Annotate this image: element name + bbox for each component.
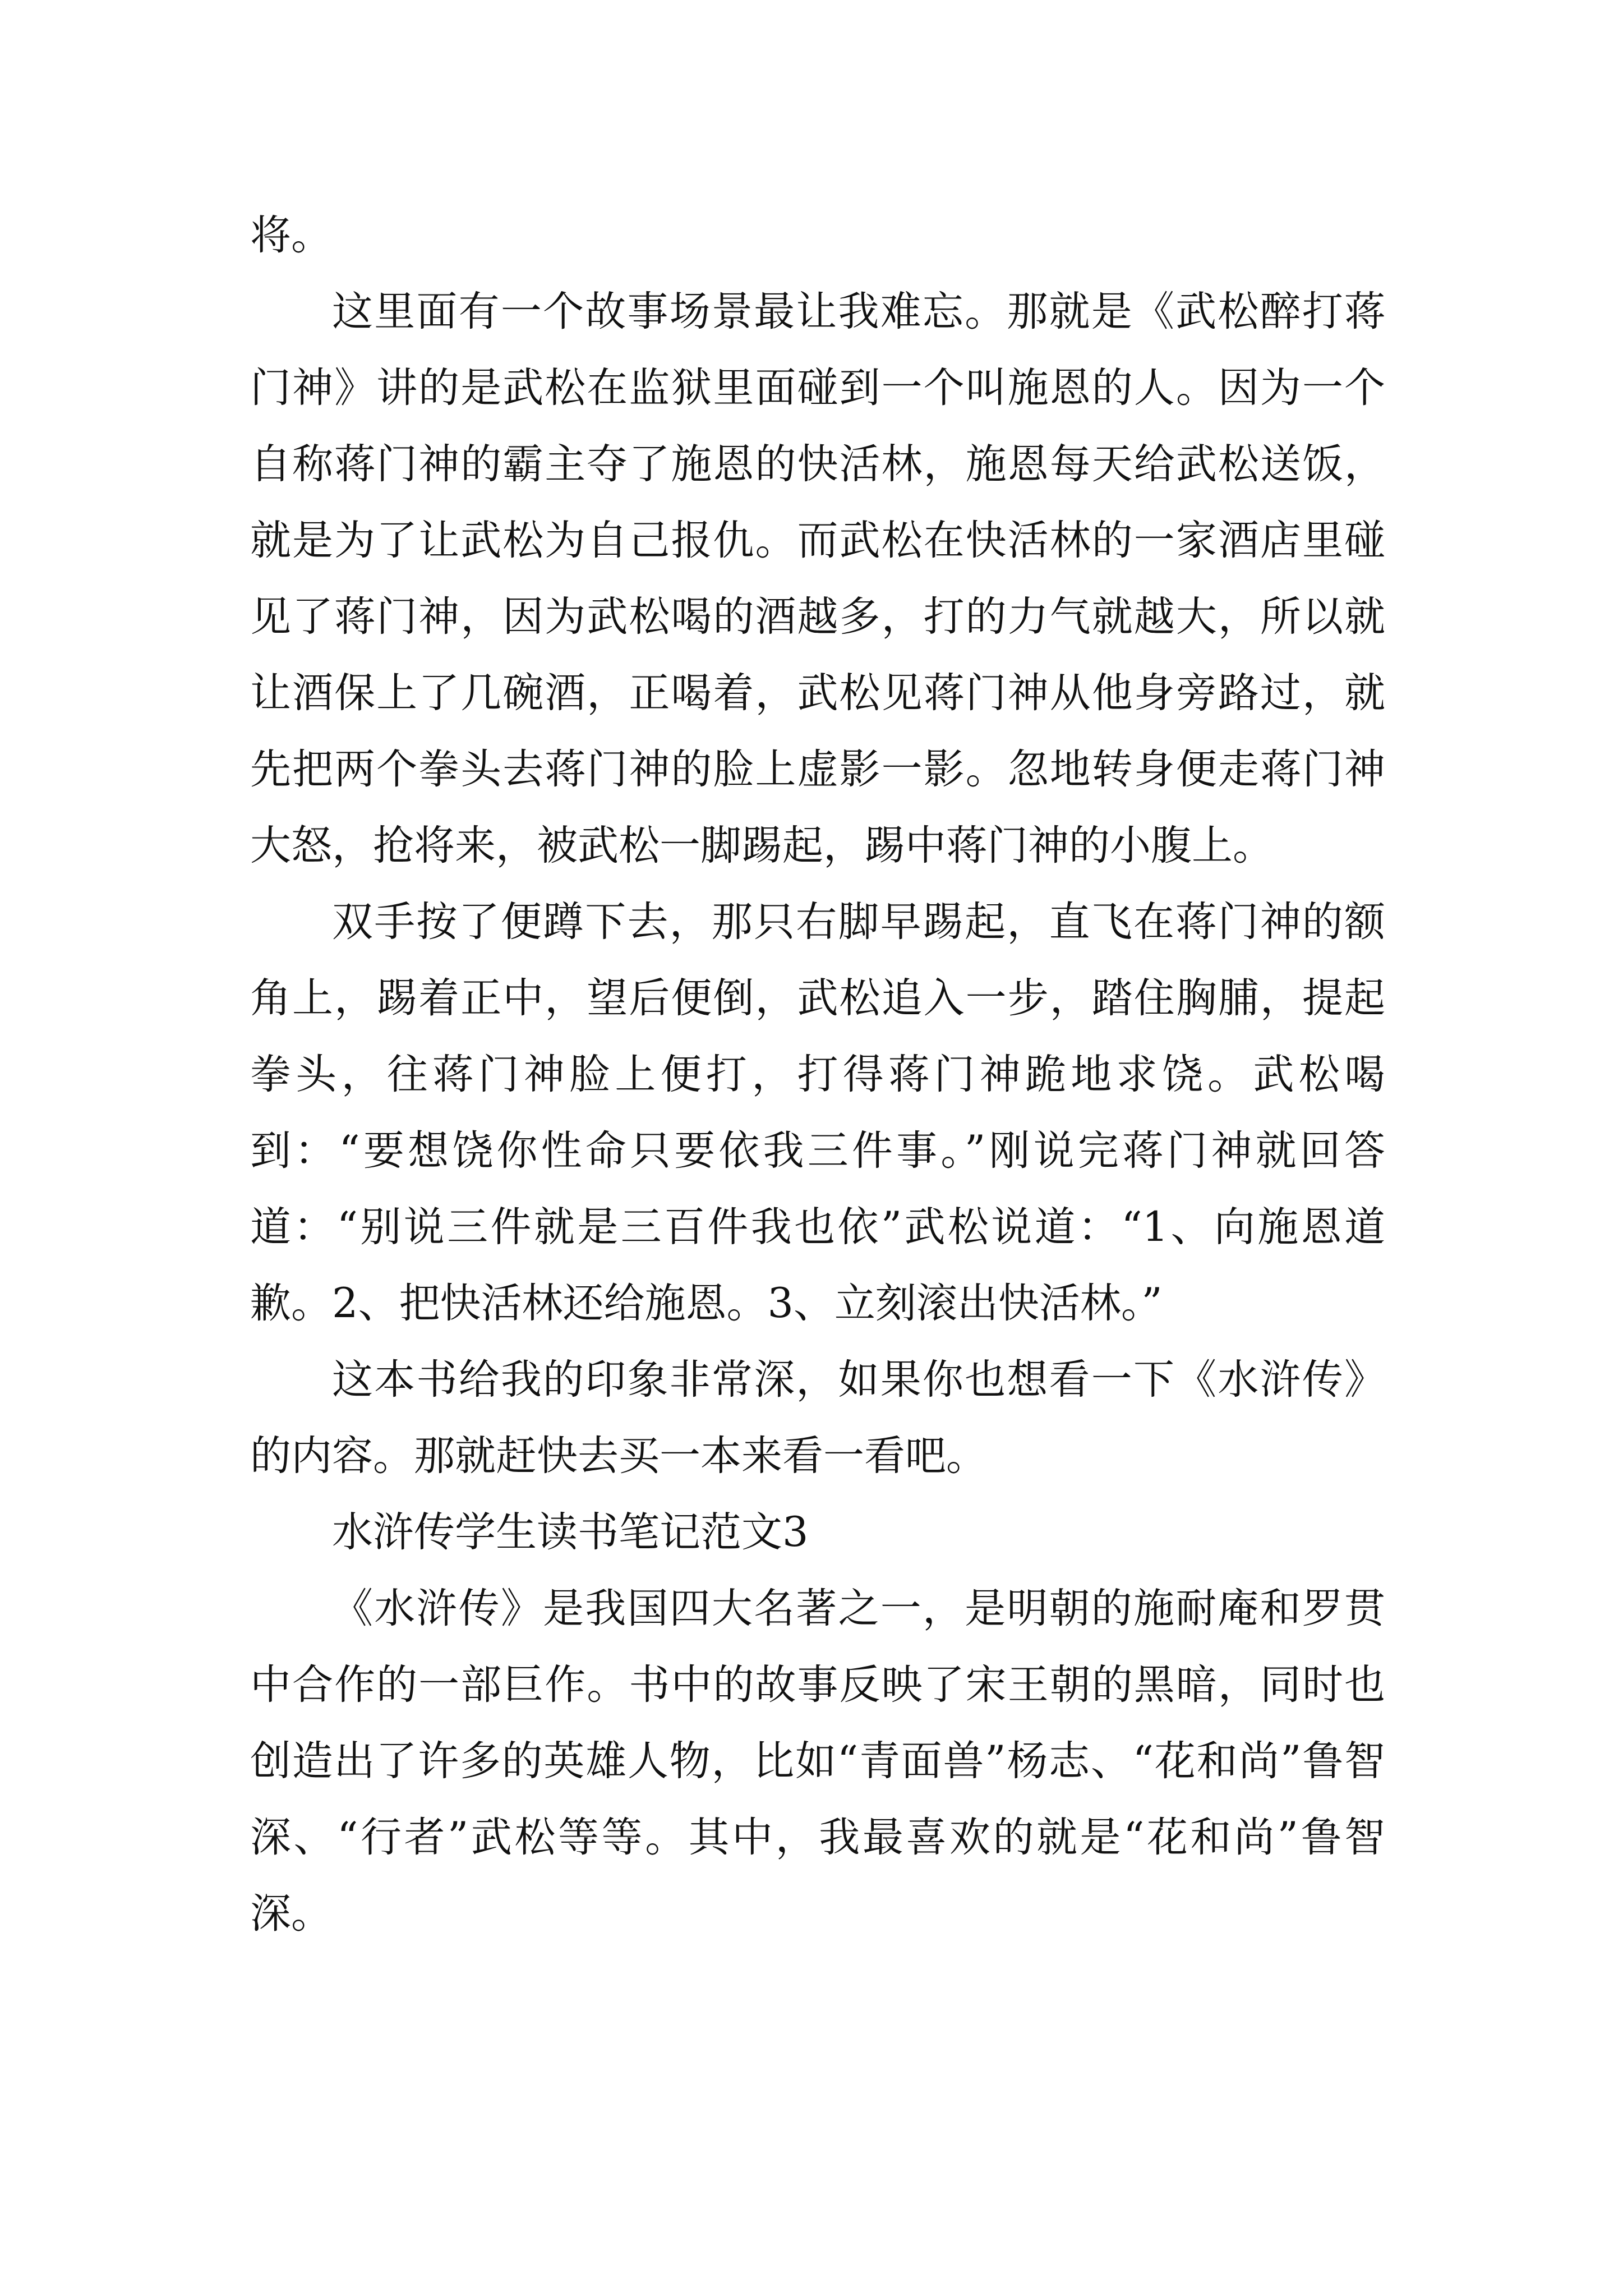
paragraph: 这里面有一个故事场景最让我难忘。那就是《武松醉打蒋门神》讲的是武松在监狱里面碰到一个叫施恩的人。因为一个自称蒋门神的霸主夺了施恩的快活林，施恩每天给武松送饭，就是为了让武松为自己报仇。而武松在快活林的一家酒店里碰见了蒋门神，因为武松喝的酒越多，打的力气就越大，所以就让酒保上了几碗酒，正喝着，武松见蒋门神从他身旁路过，就先把两个拳头去蒋门神的脸上虚影一影。忽地转身便走蒋门神大怒，抢将来，被武松一脚踢起，踢中蒋门神的小腹上。 bbox=[250, 288, 1385, 869]
section-title: 水浒传学生读书笔记范文3 bbox=[332, 1508, 809, 1556]
paragraph: 《水浒传》是我国四大名著之一，是明朝的施耐庵和罗贯中合作的一部巨作。书中的故事反映了宋王朝的黑暗，同时也创造出了许多的英雄人物，比如“青面兽”杨志、“花和尚”鲁智深、“行者”武松等等。其中，我最喜欢的就是“花和尚”鲁智深。 bbox=[250, 1585, 1385, 1938]
document-body bbox=[250, 197, 1385, 1952]
paragraph-continuation: 将。 bbox=[250, 211, 332, 259]
paragraph: 这本书给我的印象非常深，如果你也想看一下《水浒传》的内容。那就赶快去买一本来看一看吧。 bbox=[250, 1356, 1385, 1480]
paragraph: 双手按了便蹲下去，那只右脚早踢起，直飞在蒋门神的额角上，踢着正中，望后便倒，武松追入一步，踏住胸脯，提起拳头，往蒋门神脸上便打，打得蒋门神跪地求饶。武松喝到：“要想饶你性命只要依我三件事。”刚说完蒋门神就回答道：“别说三件就是三百件我也依”武松说道：“1、向施恩道歉。2、把快活林还给施恩。3、立刻滚出快活林。” bbox=[250, 898, 1385, 1327]
